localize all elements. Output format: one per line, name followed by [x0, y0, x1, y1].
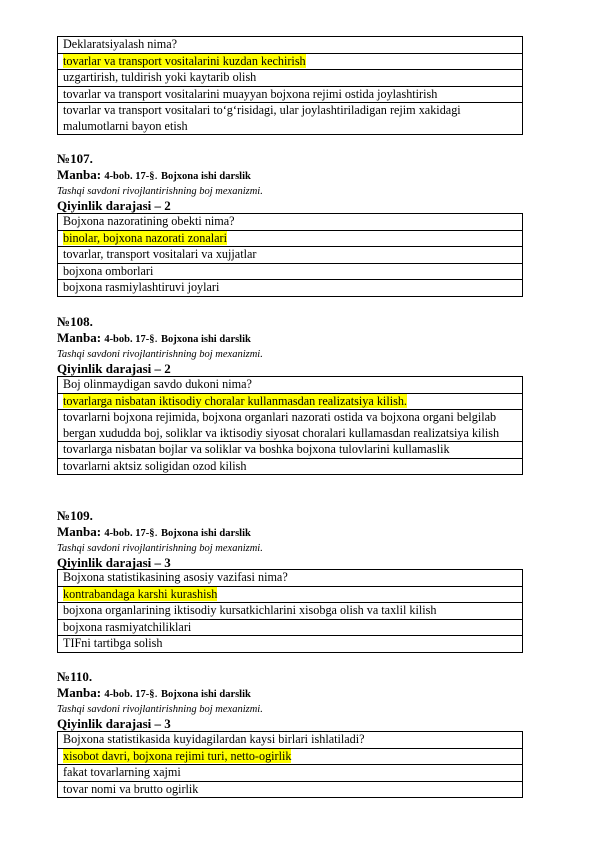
answer-option: TIFni tartibga solish — [58, 636, 523, 653]
question-header-109 — [57, 508, 263, 571]
question-text: Deklaratsiyalash nima? — [58, 37, 523, 54]
question-header-107 — [57, 151, 263, 214]
difficulty-level: Qiyinlik darajasi – 3 — [57, 716, 171, 731]
answer-option: bojxona omborlari — [58, 263, 523, 280]
correct-answer: kontrabandaga karshi kurashish — [58, 586, 523, 603]
source-line: Manba: 4-bob. 17-§. Bojxona ishi darslik — [57, 524, 251, 539]
question-number: №107. — [57, 151, 93, 166]
answer-option: tovarlar va transport vositalari to‘g‘risidagi, ular joylashtiriladigan rejim xakidagi malumotlarni bayon etish — [58, 103, 523, 135]
question-table-106 — [57, 36, 523, 135]
question-table-110 — [57, 731, 523, 798]
topic-line: Tashqi savdoni rivojlantirishning boj mexanizmi. — [57, 543, 263, 554]
topic-line: Tashqi savdoni rivojlantirishning boj mexanizmi. — [57, 704, 263, 715]
answer-option: tovarlarni aktsiz soligidan ozod kilish — [58, 458, 523, 475]
question-text: Boj olinmaydigan savdo dukoni nima? — [58, 377, 523, 394]
answer-option: tovarlar, transport vositalari va xujjatlar — [58, 247, 523, 264]
answer-option: tovarlarga nisbatan bojlar va soliklar va boshka bojxona tulovlarini kullamaslik — [58, 442, 523, 459]
source-line: Manba: 4-bob. 17-§. Bojxona ishi darslik — [57, 330, 251, 345]
question-number: №108. — [57, 314, 93, 329]
question-number: №110. — [57, 669, 93, 684]
answer-option: bojxona rasmiylashtiruvi joylari — [58, 280, 523, 297]
correct-answer: binolar, bojxona nazorati zonalari — [58, 230, 523, 247]
source-line: Manba: 4-bob. 17-§. Bojxona ishi darslik — [57, 685, 251, 700]
difficulty-level: Qiyinlik darajasi – 3 — [57, 555, 171, 570]
question-text: Bojxona statistikasining asosiy vazifasi nima? — [58, 570, 523, 587]
correct-answer: xisobot davri, bojxona rejimi turi, netto-ogirlik — [58, 748, 523, 765]
correct-answer: tovarlar va transport vositalarini kuzdan kechirish — [58, 53, 523, 70]
question-table-108 — [57, 376, 523, 475]
question-table-109 — [57, 569, 523, 653]
question-text: Bojxona statistikasida kuyidagilardan kaysi birlari ishlatiladi? — [58, 732, 523, 749]
answer-option: bojxona organlarining iktisodiy kursatkichlarini xisobga olish va taxlil kilish — [58, 603, 523, 620]
question-number: №109. — [57, 508, 93, 523]
difficulty-level: Qiyinlik darajasi – 2 — [57, 198, 171, 213]
answer-option: tovar nomi va brutto ogirlik — [58, 781, 523, 798]
question-table-107 — [57, 213, 523, 297]
question-header-110 — [57, 669, 263, 732]
answer-option: tovarlar va transport vositalarini muayyan bojxona rejimi ostida joylashtirish — [58, 86, 523, 103]
difficulty-level: Qiyinlik darajasi – 2 — [57, 361, 171, 376]
source-line: Manba: 4-bob. 17-§. Bojxona ishi darslik — [57, 167, 251, 182]
question-header-108 — [57, 314, 263, 377]
topic-line: Tashqi savdoni rivojlantirishning boj mexanizmi. — [57, 186, 263, 197]
answer-option: uzgartirish, tuldirish yoki kaytarib olish — [58, 70, 523, 87]
answer-option: fakat tovarlarning xajmi — [58, 765, 523, 782]
question-text: Bojxona nazoratining obekti nima? — [58, 214, 523, 231]
answer-option: bojxona rasmiyatchiliklari — [58, 619, 523, 636]
answer-option: tovarlarni bojxona rejimida, bojxona organlari nazorati ostida va bojxona organi belgilab bergan xududda boj, soliklar va iktisodiy siyosat choralari kullamasdan realizatsiya kilish — [58, 410, 523, 442]
topic-line: Tashqi savdoni rivojlantirishning boj mexanizmi. — [57, 349, 263, 360]
correct-answer: tovarlarga nisbatan iktisodiy choralar kullanmasdan realizatsiya kilish. — [58, 393, 523, 410]
